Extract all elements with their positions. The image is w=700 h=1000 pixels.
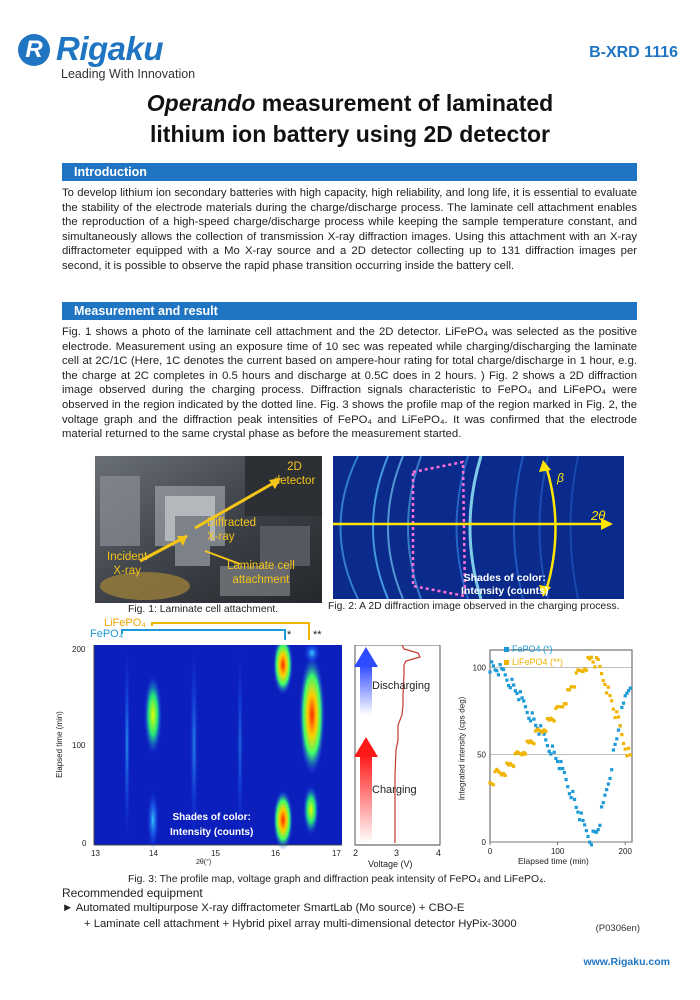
- chart-point-fepo4: [522, 699, 525, 702]
- rigaku-logo-mark: R: [18, 34, 50, 66]
- map-ytick-100: 100: [72, 741, 86, 750]
- discharging-label: Discharging: [372, 680, 431, 692]
- chart-point-lifepo4: [598, 665, 601, 668]
- chart-point-fepo4: [534, 724, 537, 727]
- intensity-scatter: [452, 636, 640, 872]
- volt-xtick-3: 3: [394, 848, 400, 858]
- map-xtick-14: 14: [149, 849, 158, 858]
- chart-point-lifepo4: [620, 733, 623, 736]
- label-2d-detector: 2D detector: [273, 461, 316, 487]
- chart-point-lifepo4: [504, 774, 507, 777]
- page-title: [0, 88, 700, 150]
- fig1-photo: [95, 456, 322, 603]
- chart-point-fepo4: [620, 706, 623, 709]
- chart-point-lifepo4: [573, 685, 576, 688]
- chart-point-fepo4: [495, 669, 498, 672]
- label-incident-xray: Incident X-ray: [107, 551, 148, 577]
- bracket-fepo4-label: FePO₄: [90, 628, 124, 640]
- chart-point-fepo4: [492, 664, 495, 667]
- chart-point-fepo4: [610, 768, 613, 771]
- chart-point-fepo4: [504, 673, 507, 676]
- intro-text: To develop lithium ion secondary batteries with high capacity, high reliability, and long life, it is essential to evaluate the stability of the electrode materials during the charge/discharge process. The laminate cell attachment enables the reproduction of a high-speed charge/discharge process while keeping the sample temperature constant, and simultaneously allows the collection of transmission X-ray diffraction images. Using this attachment with an X-ray diffractometer equipped with a Mo X-ray source and a 2D detector collecting up to 131 diffraction images per second, it is possible to observe the rapid phase transition occurring inside the battery cell.: [62, 187, 637, 272]
- fepo4-marker: *: [287, 629, 292, 641]
- equipment-line1: ► Automated multipurpose X-ray diffractometer SmartLab (Mo source) + CBO-E: [62, 902, 465, 914]
- chart-point-fepo4: [509, 686, 512, 689]
- fig2-shades-legend: [461, 572, 549, 598]
- chart-point-lifepo4: [612, 708, 615, 711]
- map-ylabel: Elapsed time (min): [54, 711, 64, 778]
- chart-point-lifepo4: [561, 705, 564, 708]
- chart-point-lifepo4: [615, 710, 618, 713]
- volt-xtick-2: 2: [353, 848, 359, 858]
- chart-point-fepo4: [570, 796, 573, 799]
- intro-heading: Introduction: [62, 163, 637, 181]
- chart-point-fepo4: [600, 805, 603, 808]
- map-shades-line1: Shades of color:: [172, 812, 251, 823]
- fig2-image: [333, 456, 624, 599]
- chart-point-fepo4: [554, 757, 557, 760]
- chart-point-lifepo4: [532, 742, 535, 745]
- chart-point-fepo4: [605, 788, 608, 791]
- chart-point-lifepo4: [492, 783, 495, 786]
- chart-point-fepo4: [580, 811, 583, 814]
- chart-point-fepo4: [607, 782, 610, 785]
- chart-point-fepo4: [612, 748, 615, 751]
- chart-point-fepo4: [566, 785, 569, 788]
- map-ytick-0: 0: [82, 839, 87, 848]
- brand-name: Rigaku: [56, 30, 164, 67]
- fig2-shades-line1: Shades of color:: [463, 572, 546, 584]
- fig2-shades-line2: Intensity (counts): [461, 585, 549, 597]
- chart-point-fepo4: [602, 801, 605, 804]
- chart-point-fepo4: [571, 790, 574, 793]
- chart-point-fepo4: [564, 778, 567, 781]
- chart-ytick-label: 0: [481, 838, 486, 847]
- chart-point-lifepo4: [602, 679, 605, 682]
- chart-point-fepo4: [515, 692, 518, 695]
- fig2-caption: Fig. 2: A 2D diffraction image observed in the charging process.: [328, 601, 620, 612]
- chart-xtick-label: 100: [550, 847, 565, 856]
- chart-point-fepo4: [575, 806, 578, 809]
- map-ytick-200: 200: [72, 645, 86, 654]
- chart-point-lifepo4: [600, 672, 603, 675]
- chart-point-fepo4: [519, 690, 522, 693]
- map-xtick-17: 17: [332, 849, 341, 858]
- title-line1: measurement of laminated: [255, 90, 554, 116]
- chart-point-lifepo4: [608, 694, 611, 697]
- fig3-caption: Fig. 3: The profile map, voltage graph and diffraction peak intensity of FePO₄ and LiFePO₄.: [128, 874, 547, 885]
- discharge-arrow: [360, 665, 372, 715]
- chart-legend-label: LiFePO4 (**): [512, 657, 564, 667]
- chart-point-lifepo4: [607, 686, 610, 689]
- chart-point-lifepo4: [605, 691, 608, 694]
- map-xtick-16: 16: [271, 849, 280, 858]
- chart-point-fepo4: [532, 718, 535, 721]
- document-id: B-XRD 1116: [589, 44, 678, 61]
- chart-point-fepo4: [583, 823, 586, 826]
- chart-point-fepo4: [585, 829, 588, 832]
- chart-ytick-label: 50: [477, 750, 486, 760]
- chart-point-fepo4: [529, 719, 532, 722]
- chart-point-lifepo4: [593, 665, 596, 668]
- bracket-lifepo4-label: LiFePO₄: [104, 617, 146, 629]
- tagline: Leading With Innovation: [61, 67, 196, 81]
- chart-point-fepo4: [517, 698, 520, 701]
- chart-point-fepo4: [553, 751, 556, 754]
- chart-point-lifepo4: [624, 748, 627, 751]
- chart-point-lifepo4: [610, 699, 613, 702]
- chart-point-lifepo4: [603, 683, 606, 686]
- chart-point-fepo4: [537, 733, 540, 736]
- chart-point-fepo4: [561, 767, 564, 770]
- chart-point-fepo4: [499, 663, 502, 666]
- chart-xtick-label: 200: [618, 847, 632, 856]
- chart-point-fepo4: [524, 705, 527, 708]
- peak-brackets: [120, 622, 335, 646]
- chart-point-fepo4: [539, 724, 542, 727]
- chart-point-fepo4: [505, 679, 508, 682]
- title-italic: Operando: [146, 90, 256, 116]
- chart-point-fepo4: [551, 744, 554, 747]
- chart-point-fepo4: [615, 737, 618, 740]
- label-laminate-cell: Laminate cell attachment: [227, 560, 295, 586]
- lifepo4-marker: **: [313, 629, 322, 641]
- beta-label: β: [557, 471, 564, 485]
- volt-xtick-4: 4: [436, 848, 442, 858]
- intensity-chart: [452, 636, 640, 872]
- chart-point-lifepo4: [627, 747, 630, 750]
- chart-point-lifepo4: [544, 730, 547, 733]
- equipment-heading: Recommended equipment: [62, 886, 203, 900]
- chart-point-lifepo4: [613, 716, 616, 719]
- chart-ytick-label: 100: [472, 663, 486, 673]
- charging-label: Charging: [372, 784, 417, 796]
- map-shades-legend: [170, 810, 253, 840]
- equipment-line2: + Laminate cell attachment + Hybrid pixel array multi-dimensional detector HyPix-3000: [84, 918, 517, 930]
- profile-map: [54, 645, 347, 875]
- chart-point-fepo4: [622, 702, 625, 705]
- map-xtick-13: 13: [91, 849, 100, 858]
- chart-legend-marker: [504, 647, 509, 652]
- chart-point-fepo4: [603, 794, 606, 797]
- chart-point-lifepo4: [585, 669, 588, 672]
- chart-point-fepo4: [510, 678, 513, 681]
- two-theta-label: 2θ: [591, 508, 606, 523]
- chart-legend-label: FePO4 (*): [512, 644, 553, 654]
- chart-point-fepo4: [563, 771, 566, 774]
- chart-point-lifepo4: [622, 742, 625, 745]
- map-shades-line2: Intensity (counts): [170, 827, 254, 838]
- chart-point-lifepo4: [512, 765, 515, 768]
- chart-xtick-label: 0: [487, 847, 493, 856]
- chart-point-fepo4: [549, 752, 552, 755]
- chart-point-fepo4: [546, 744, 549, 747]
- chart-point-fepo4: [568, 792, 571, 795]
- chart-point-fepo4: [608, 777, 611, 780]
- chart-point-lifepo4: [597, 658, 600, 661]
- chart-point-fepo4: [556, 760, 559, 763]
- chart-legend-marker: [504, 660, 509, 665]
- chart-point-fepo4: [558, 767, 561, 770]
- chart-point-fepo4: [598, 824, 601, 827]
- chart-point-lifepo4: [524, 752, 527, 755]
- chart-point-lifepo4: [617, 715, 620, 718]
- chart-ylabel: Integrated intensity (cps·deg): [457, 696, 467, 801]
- chart-point-fepo4: [497, 673, 500, 676]
- chart-point-fepo4: [590, 843, 593, 846]
- chart-point-fepo4: [573, 798, 576, 801]
- chart-point-fepo4: [544, 738, 547, 741]
- website-link[interactable]: www.Rigaku.com: [583, 956, 670, 968]
- chart-point-lifepo4: [592, 660, 595, 663]
- chart-point-lifepo4: [568, 688, 571, 691]
- measurement-text: Fig. 1 shows a photo of the laminate cell attachment and the 2D detector. LiFePO₄ was selected as the positive electrode. Measurement using an exposure time of 10 sec was repeated while charging/discharging the laminate cell at 2C/1C (Here, 1C denotes the current based on ampere-hour rating for total charge/discharge in 1 hour, e.g. the charge at 2C completes in 0.5 hours and discharge at 0.5C does in 2 hours. ) Fig. 2 shows a 2D diffraction image observed during the charging process. Diffraction signals characteristic to FePO₄ and LiFePO₄ were observed in the region indicated by the dotted line. Fig. 3 shows the profile map of the region marked in Fig. 2, the voltage graph and the diffraction peak intensities of FePO₄ and LiFePO₄. It was confirmed that the electrode material returned to the same crystal phase as before the measurement started.: [62, 326, 637, 441]
- chart-point-fepo4: [521, 696, 524, 699]
- chart-point-fepo4: [578, 818, 581, 821]
- chart-point-fepo4: [576, 811, 579, 814]
- chart-point-fepo4: [488, 670, 491, 673]
- chart-point-lifepo4: [575, 671, 578, 674]
- chart-point-lifepo4: [625, 754, 628, 757]
- publication-code: (P0306en): [595, 923, 640, 934]
- chart-point-lifepo4: [564, 702, 567, 705]
- fig1-caption: Fig. 1: Laminate cell attachment.: [128, 604, 279, 615]
- voltage-graph: [350, 645, 445, 875]
- chart-point-fepo4: [581, 819, 584, 822]
- charge-arrow: [360, 755, 372, 843]
- volt-xlabel: Voltage (V): [368, 859, 413, 869]
- chart-point-lifepo4: [590, 656, 593, 659]
- measurement-heading: Measurement and result: [62, 302, 637, 320]
- map-xlabel: 2θ(°): [196, 859, 212, 866]
- chart-point-fepo4: [526, 711, 529, 714]
- chart-point-lifepo4: [553, 719, 556, 722]
- chart-point-fepo4: [502, 668, 505, 671]
- chart-point-fepo4: [559, 760, 562, 763]
- chart-point-fepo4: [617, 729, 620, 732]
- chart-point-fepo4: [613, 743, 616, 746]
- title-line2: lithium ion battery using 2D detector: [150, 121, 550, 147]
- chart-point-lifepo4: [619, 724, 622, 727]
- chart-xlabel: Elapsed time (min): [518, 856, 589, 866]
- chart-point-fepo4: [629, 687, 632, 690]
- profile-map-plot: [62, 645, 347, 875]
- chart-point-fepo4: [490, 660, 493, 663]
- chart-point-fepo4: [586, 835, 589, 838]
- chart-point-fepo4: [512, 683, 515, 686]
- chart-point-fepo4: [597, 828, 600, 831]
- label-diffracted-xray: Diffracted X-ray: [207, 517, 257, 543]
- chart-point-lifepo4: [629, 753, 632, 756]
- map-xtick-15: 15: [211, 849, 220, 858]
- chart-point-fepo4: [531, 711, 534, 714]
